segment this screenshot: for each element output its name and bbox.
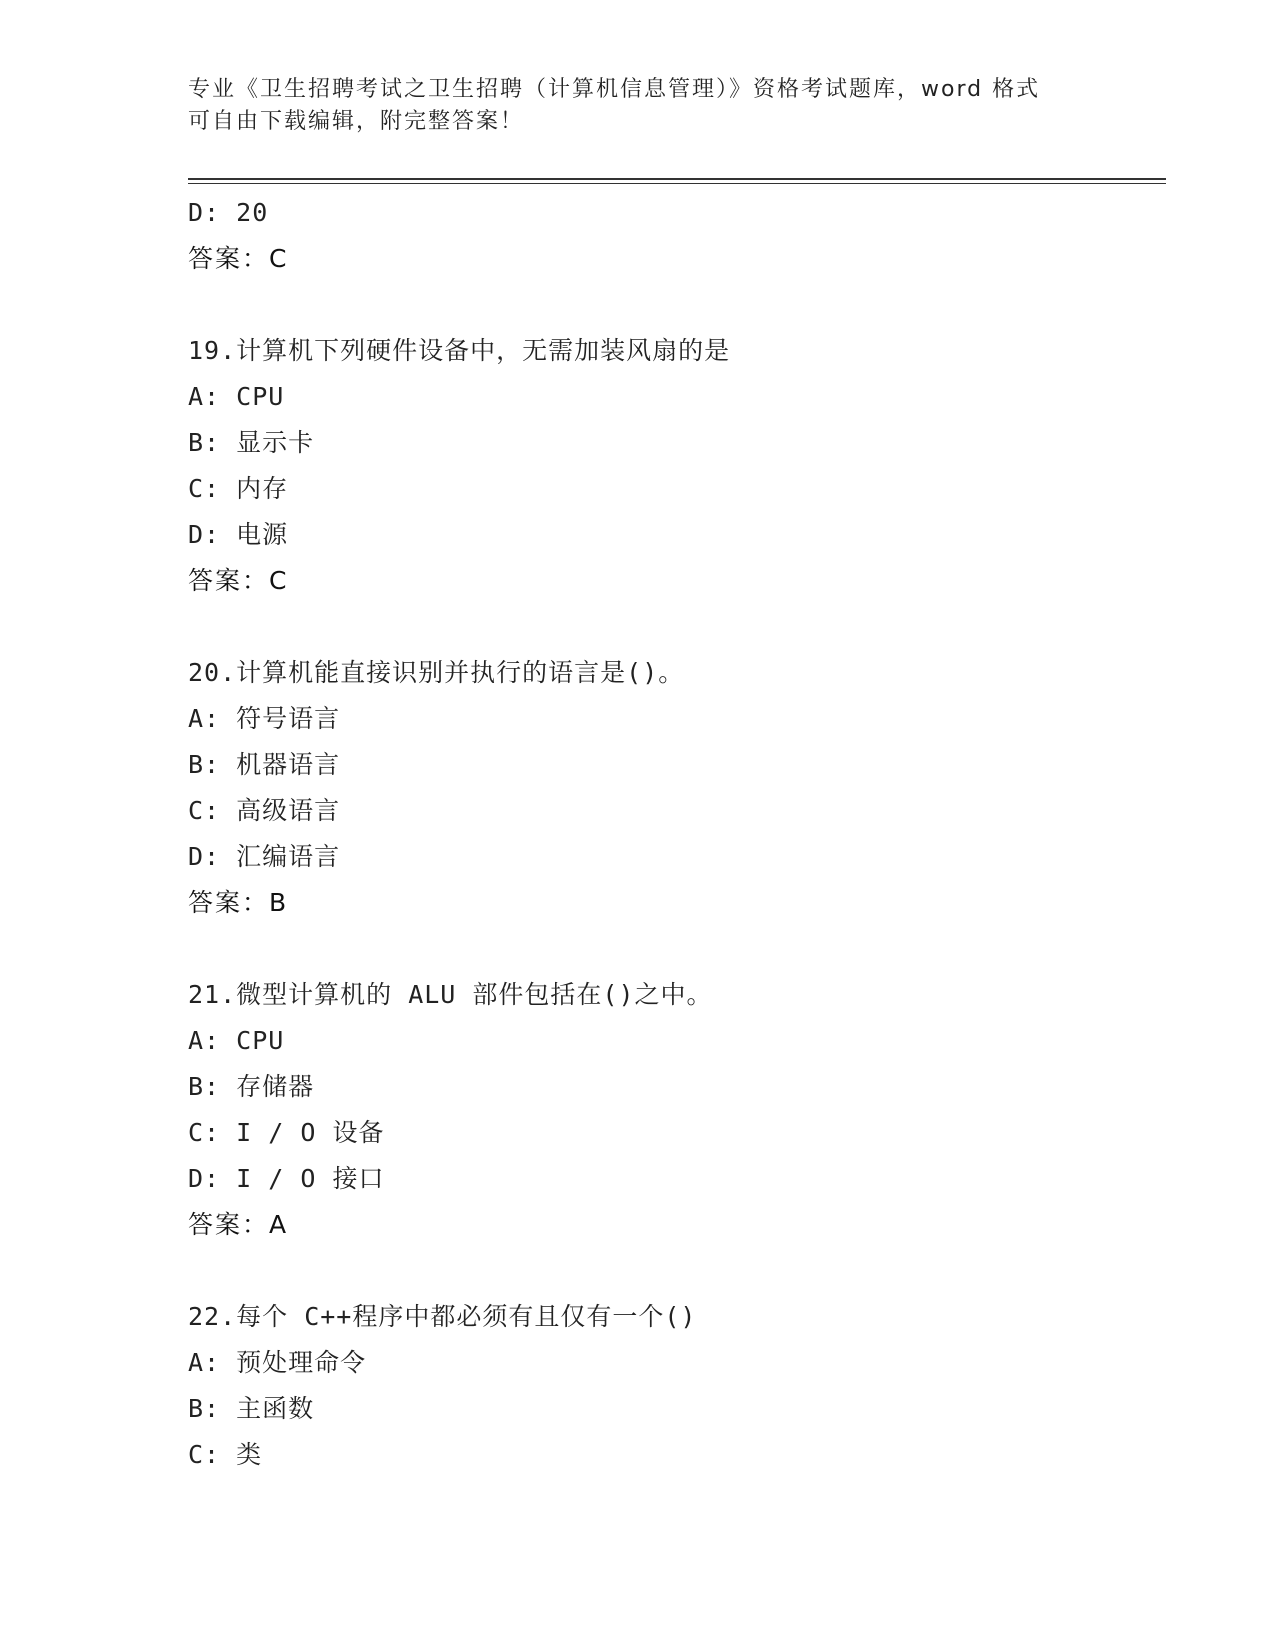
answer: 答案：C (188, 244, 289, 273)
option-d: D: I / O 接口 (188, 1164, 385, 1193)
header-divider-thick (188, 178, 1166, 180)
question-title: 22.每个 C++程序中都必须有且仅有一个() (188, 1302, 697, 1331)
option-d: D: 20 (188, 198, 269, 227)
option-a: A: 符号语言 (188, 704, 341, 733)
spacer (188, 604, 1168, 650)
option-d: D: 电源 (188, 520, 289, 549)
question-19 (188, 328, 1168, 604)
question-title: 21.微型计算机的 ALU 部件包括在()之中。 (188, 980, 713, 1009)
spacer (188, 926, 1168, 972)
question-title: 19.计算机下列硬件设备中，无需加装风扇的是 (188, 336, 731, 365)
option-c: C: I / O 设备 (188, 1118, 385, 1147)
document-header (188, 74, 1068, 138)
answer: 答案：B (188, 888, 289, 917)
option-a: A: CPU (188, 382, 285, 411)
option-b: B: 存储器 (188, 1072, 315, 1101)
spacer (188, 282, 1168, 328)
header-divider-thin (188, 183, 1166, 184)
option-d: D: 汇编语言 (188, 842, 341, 871)
option-c: C: 高级语言 (188, 796, 341, 825)
option-b: B: 显示卡 (188, 428, 315, 457)
option-b: B: 主函数 (188, 1394, 315, 1423)
header-line-2: 可自由下载编辑，附完整答案！ (188, 109, 525, 134)
option-c: C: 类 (188, 1440, 263, 1469)
option-a: A: 预处理命令 (188, 1348, 367, 1377)
header-line-1: 专业《卫生招聘考试之卫生招聘（计算机信息管理）》资格考试题库，word 格式 (188, 77, 1041, 102)
answer: 答案：C (188, 566, 289, 595)
question-list (188, 190, 1168, 1478)
spacer (188, 1248, 1168, 1294)
question-21 (188, 972, 1168, 1248)
question-20 (188, 650, 1168, 926)
option-b: B: 机器语言 (188, 750, 341, 779)
answer: 答案：A (188, 1210, 289, 1239)
question-22 (188, 1294, 1168, 1478)
option-a: A: CPU (188, 1026, 285, 1055)
question-title: 20.计算机能直接识别并执行的语言是()。 (188, 658, 685, 687)
option-c: C: 内存 (188, 474, 289, 503)
